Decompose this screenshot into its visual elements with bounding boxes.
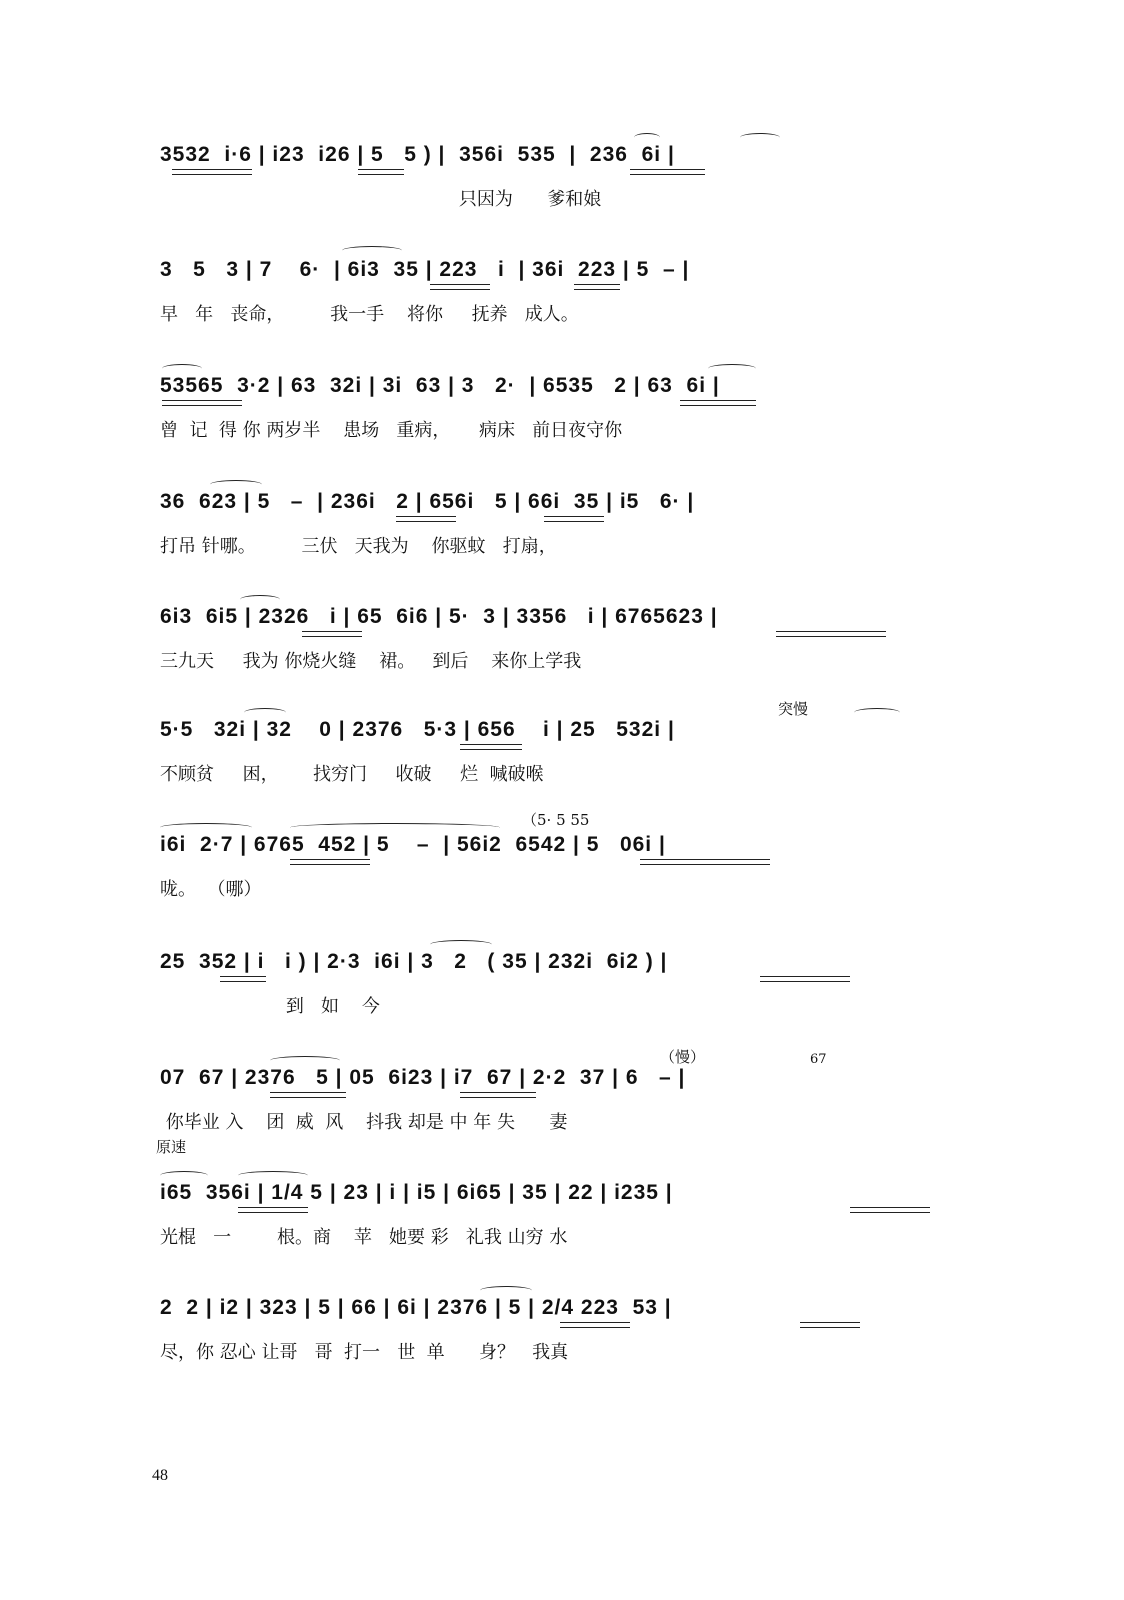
underline-mark [270,1092,346,1098]
score-system-5 [160,605,980,695]
underline-mark [220,976,266,982]
score-system-10 [160,1181,980,1271]
slur-mark [634,133,660,142]
underline-mark [850,1207,930,1213]
slur-mark [854,708,900,717]
underline-mark [760,976,850,982]
underline-mark [544,516,604,522]
underline-mark [460,744,522,750]
slur-mark [162,364,202,373]
underline-mark [680,400,756,406]
underline-mark [238,1207,308,1213]
underline-mark [460,1092,536,1098]
tempo-annotation: 突慢 [778,700,809,718]
underline-mark [574,284,620,290]
lyrics-line: 到 如 今 [160,996,380,1017]
underline-mark [302,631,362,637]
lyrics-line: 咙。 （哪） [160,879,262,900]
score-system-4 [160,490,980,580]
jianpu-notes: 53565 3·2 | 63 32i | 3i 63 | 3 2· | 6535 2 | 63 6i | [160,374,720,397]
underline-mark [776,631,886,637]
slur-mark [240,595,280,604]
jianpu-notes: 3 5 3 | 7 6· | 6i3 35 | 223 i | 36i 223 | 5 – | [160,258,690,281]
underline-mark [800,1322,860,1328]
lyrics-line: 只因为 爹和娘 [230,189,602,210]
jianpu-notes: i65 356i | 1/4 5 | 23 | i | i5 | 6i65 | 35 | 22 | i235 | [160,1181,673,1204]
score-system-9 [156,1048,980,1156]
score-system-6 [160,700,980,808]
underline-mark [560,1322,630,1328]
lyrics-line: 尽，你 忍心 让哥 哥 打一 世 单 身？ 我真 [160,1342,569,1363]
slur-mark [290,823,500,832]
lyrics-line: 早 年 丧命， 我一手 将你 抚养 成人。 [160,304,579,325]
jianpu-notes: 5·5 32i | 32 0 | 2376 5·3 | 656 i | 25 532i | [160,718,675,741]
jianpu-notes: 07 67 | 2376 5 | 05 6i23 | i7 67 | 2·2 37 | 6 – | [160,1066,686,1089]
jianpu-notes: 3532 i·6 | i23 i26 | 5 5 ) | 356i 535 | 236 6i | [160,143,675,166]
slur-mark [740,133,780,142]
lyrics-line: 你毕业 入 团 威 风 抖我 却是 中 年 失 妻 [160,1112,568,1133]
lyrics-line: 不顾贫 困， 找穷门 收破 烂 喊破喉 [160,764,544,785]
lyrics-line: 曾 记 得 你 两岁半 患场 重病， 病床 前日夜守你 [160,420,623,441]
underline-mark [430,284,490,290]
slur-mark [160,1171,208,1180]
underline-mark [640,859,770,865]
tempo-annotation: （慢） [660,1048,706,1066]
lyrics-line: 光棍 一 根。商 苹 她要 彩 礼我 山穷 水 [160,1227,568,1248]
score-system-3 [160,374,980,464]
slur-mark [342,246,402,255]
underline-mark [172,169,252,175]
instrumental-annotation: （5· 5 55 [522,811,590,829]
jianpu-notes: 25 352 | i i ) | 2·3 i6i | 3 2 ( 35 | 232i 6i2 ) | [160,950,668,973]
score-system-7 [160,811,980,923]
score-system-1 [160,143,980,233]
slur-mark [430,940,492,949]
lyrics-line: 打吊 针哪。 三伏 天我为 你驱蚊 打扇， [160,536,557,557]
underline-mark [358,169,404,175]
slur-mark [238,1171,308,1180]
page-number: 48 [152,1467,168,1484]
slur-mark [210,480,262,489]
underline-mark [162,400,242,406]
underline-mark [396,516,456,522]
slur-mark [160,823,252,832]
score-system-11 [160,1296,980,1386]
slur-mark [708,364,756,373]
underline-mark [630,169,705,175]
lyrics-line: 三九天 我为 你烧火缝 裙。 到后 来你上学我 [160,651,582,672]
score-system-8 [160,950,980,1040]
grace-notes: 67 [810,1052,827,1067]
jianpu-notes: 6i3 6i5 | 2326 i | 65 6i6 | 5· 3 | 3356 i | 6765623 | [160,605,718,628]
jianpu-notes: 2 2 | i2 | 323 | 5 | 66 | 6i | 2376 | 5 | 2/4 223 53 | [160,1296,672,1319]
underline-mark [290,859,370,865]
tempo-annotation: 原速 [156,1138,187,1156]
jianpu-notes: 36 623 | 5 – | 236i 2 | 656i 5 | 66i 35 | i5 6· | [160,490,695,513]
jianpu-notes: i6i 2·7 | 6765 452 | 5 – | 56i2 6542 | 5 06i | [160,833,666,856]
slur-mark [480,1286,532,1295]
slur-mark [270,1056,340,1065]
slur-mark [244,708,286,717]
score-system-2 [160,258,980,348]
